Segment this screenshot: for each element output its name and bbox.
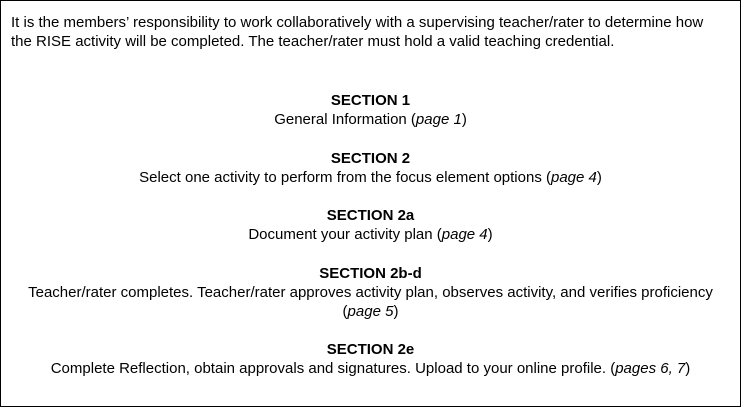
page-reference: page 5 [347,303,394,320]
section-title: SECTION 2 [330,150,411,167]
section-2e [1,340,740,378]
section-description: Teacher/rater completes. Teacher/rater approves activity plan, observes activity, and verifies proficiency (page 5) [28,284,713,320]
section-2a [1,206,740,244]
section-description: Select one activity to perform from the focus element options (page 4) [139,169,602,186]
section-title: SECTION 2a [326,207,415,224]
section-title: SECTION 2b-d [319,265,422,282]
section-2b-d [1,264,740,321]
page-reference: page 4 [441,226,488,243]
section-title: SECTION 1 [330,92,411,109]
page-reference: pages 6, 7 [615,360,686,377]
section-description: General Information (page 1) [274,111,467,128]
page-reference: page 4 [550,169,597,186]
page-reference: page 1 [415,111,462,128]
intro-paragraph: It is the members’ responsibility to work collaboratively with a supervising teacher/rater to determine how the RISE activity will be completed. The teacher/rater must hold a valid teaching credential. [11,14,704,50]
section-1 [1,91,740,129]
section-title: SECTION 2e [326,341,415,358]
section-2 [1,149,740,187]
section-description: Document your activity plan (page 4) [248,226,493,243]
section-description: Complete Reflection, obtain approvals and signatures. Upload to your online profile. (pages 6, 7) [50,360,691,377]
